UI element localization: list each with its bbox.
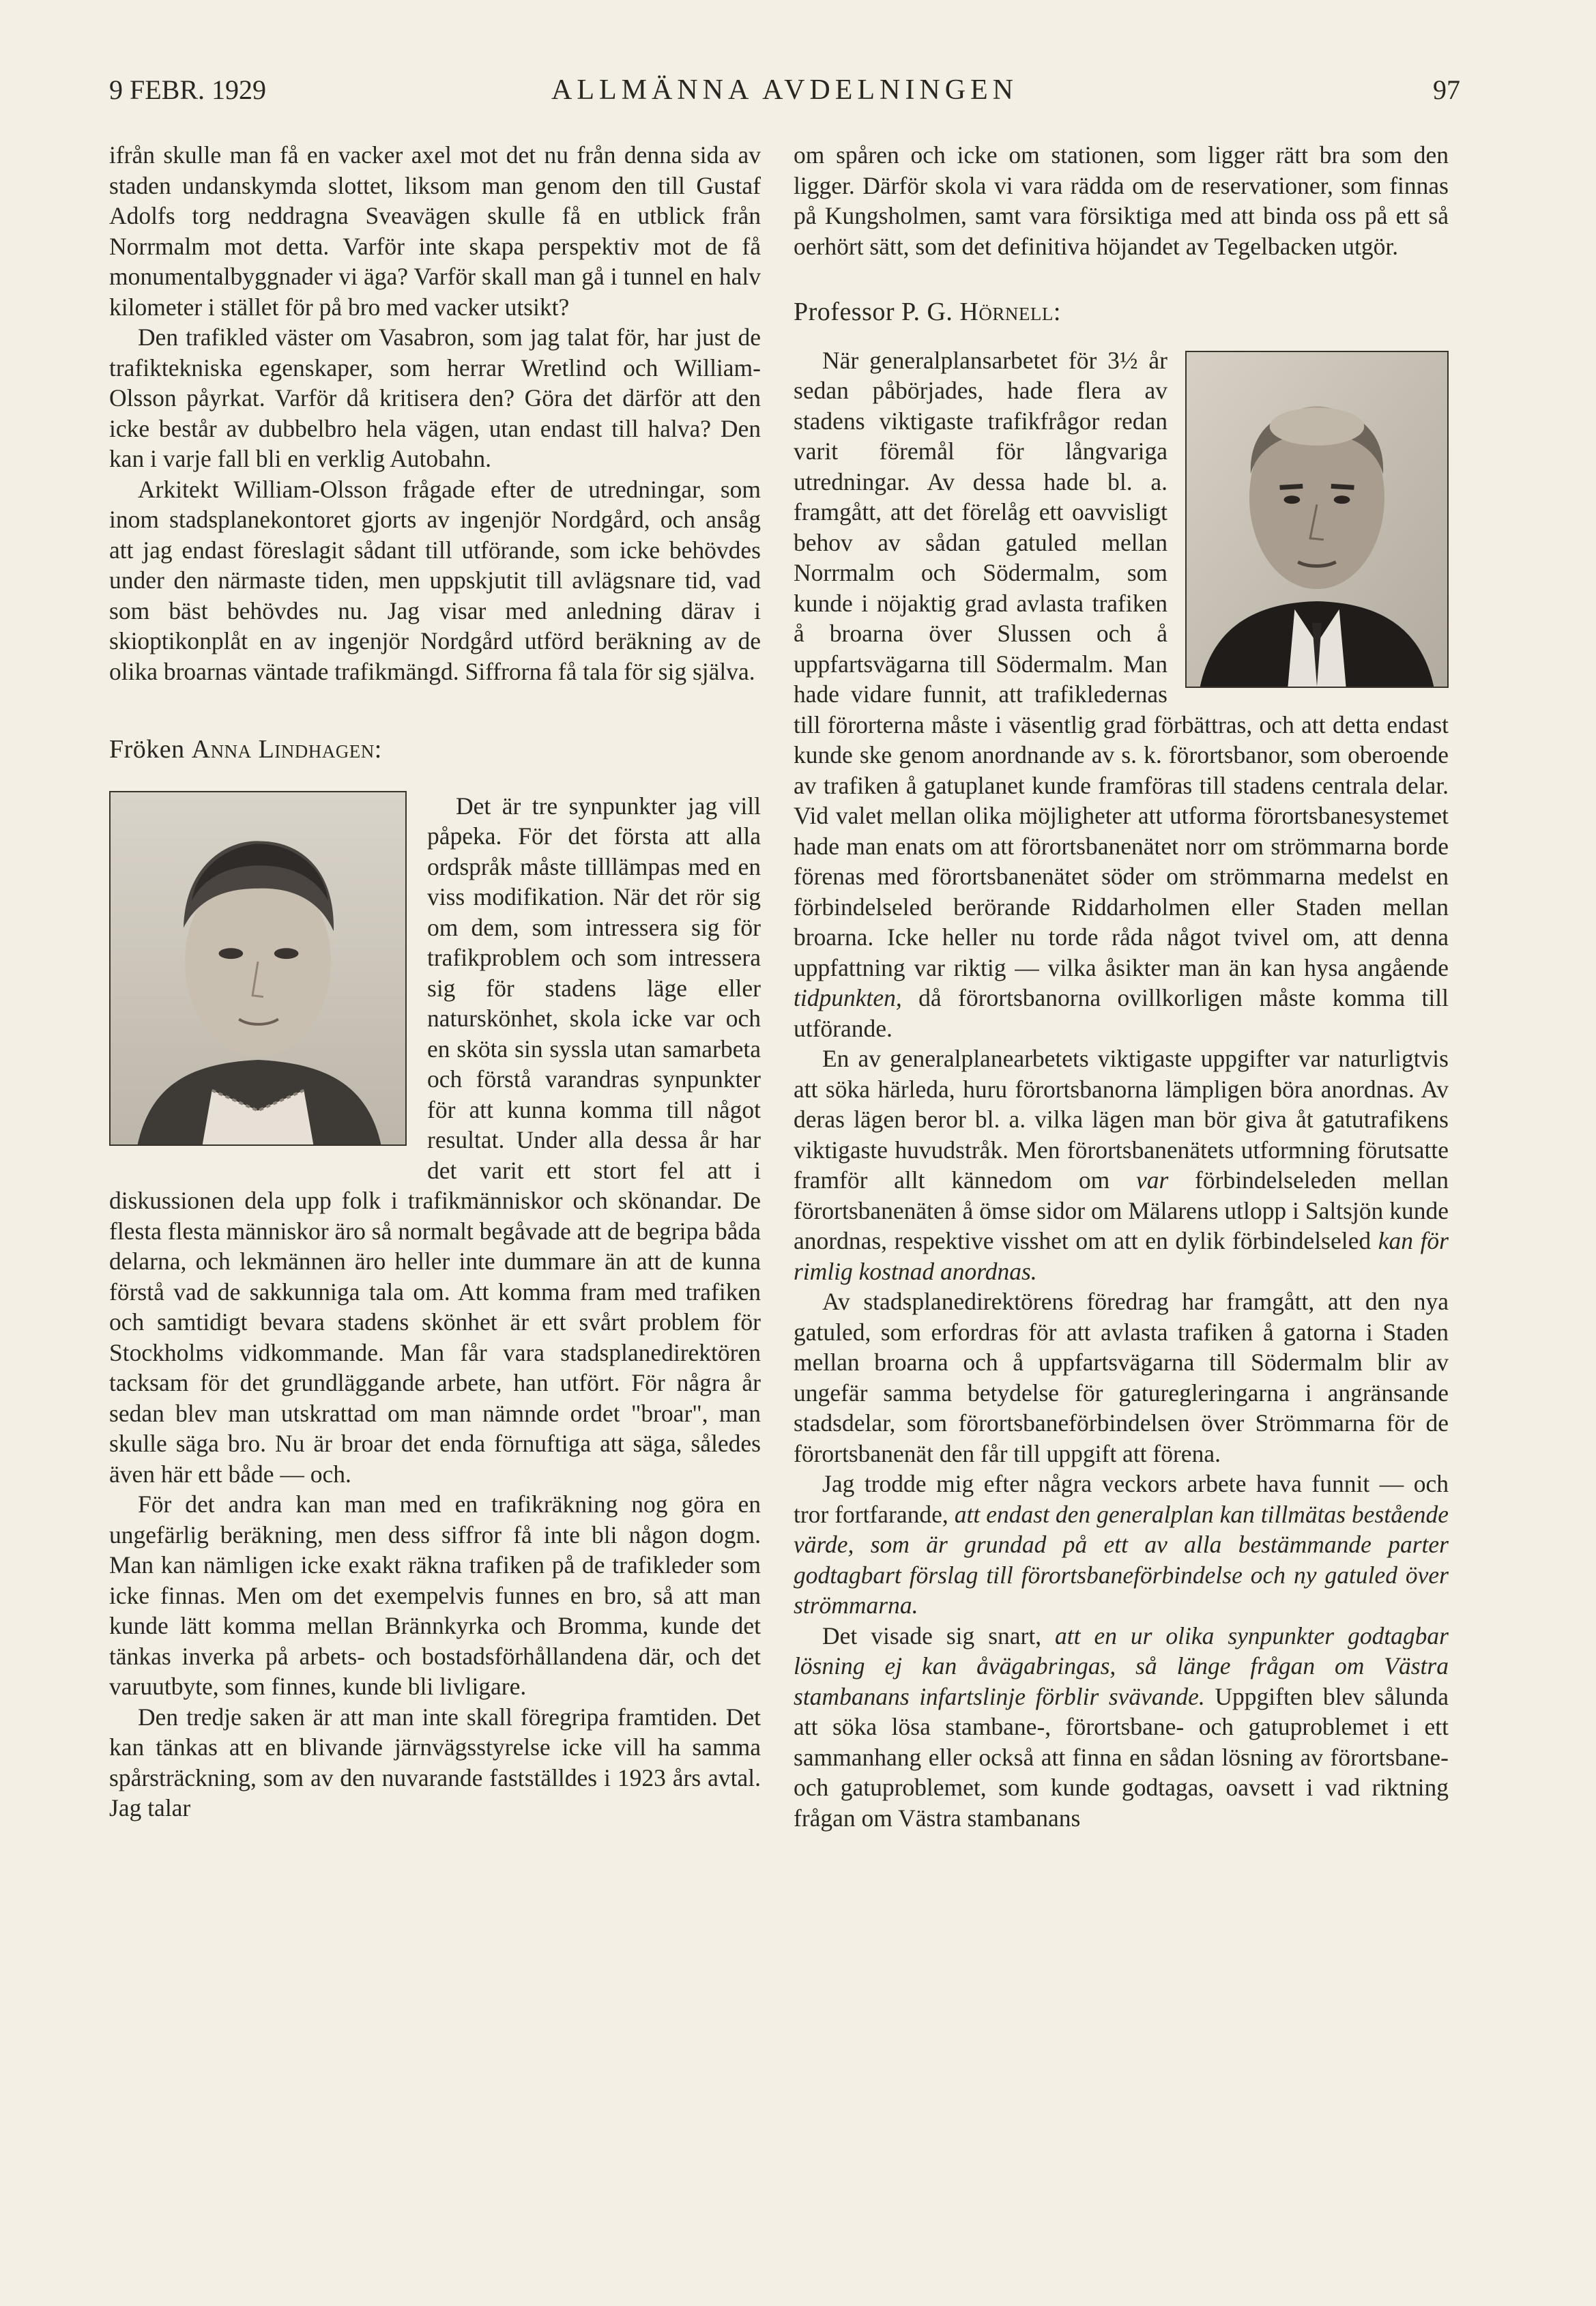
paragraph: När generalplansarbetet för 3½ år sedan påbörjades, hade flera av stadens viktigaste trafikfrågor redan varit föremål för långvariga utredningar. Av dessa hade bl. a. framgått, att det förelåg ett oavvisligt behov av sådan gatuled mellan Norrmalm och Södermalm, som kunde i nöjaktig grad avlasta trafiken å broarna över Slussen och å uppfartsvägarna till Södermalm. Man hade vidare funnit, att trafikledernas till förorterna måste i väsentlig grad förbättras, och att detta endast kunde ske genom anordnande av s. k. förortsbanor, som oberoende av trafiken å gatuplanet kunde framföras till stadens centrala delar. Vid valet mellan olika möjligheter att utforma förortsbanesystemet hade man enats om att förortsbanenätet norr om strömmarna borde förenas med förortsbanenätet söder om strömmarna medelst en förbindelseled berörande Riddarholmen eller Staden mellan broarna. Icke heller nu torde råda något tvivel om, att denna uppfattning var riktig — vilka åsikter man än kan hysa angående tidpunkten, då förortsbanorna ovillkorligen måste komma till utförande.: [794, 346, 1449, 1042]
paragraph: Jag trodde mig efter några veckors arbete hava funnit — och tror fortfarande, att endast den generalplan kan tillmätas bestående värde, som är grundad på ett av alla bestämmande parter godtagbart förslag till förortsbaneförbindelse och ny gatuled över strömmarna.: [794, 1470, 1449, 1619]
header-date: 9 FEBR. 1929: [109, 74, 267, 105]
paragraph: Av stadsplanedirektörens föredrag har framgått, att den nya gatuled, som erfordras för att avlasta trafiken å gatorna i Staden mellan broarna och å uppfartsvägarna till Södermalm blir av ungefär samma betydelse för gaturegleringarna i angränsande stadsdelar, som förortsbaneförbindelsen över Strömmarna för de förortsbanenät den får till uppgift att förena.: [794, 1288, 1449, 1467]
speaker-heading-hornell: [794, 297, 1449, 328]
left-column: [109, 140, 761, 1824]
header-section-title: ALLMÄNNA AVDELNINGEN: [551, 74, 1019, 106]
paragraph: om spåren och icke om stationen, som ligger rätt bra som den ligger. Därför skola vi vara rädda om de reservationer, som finnas på Kungsholmen, samt vara försiktiga med att binda oss på ett så oerhört sätt, som det definitiva höjandet av Tegelbacken utgör.: [794, 141, 1449, 260]
speaker-title: Professor P. G.: [794, 298, 960, 326]
speaker-name: Anna Lindhagen:: [191, 735, 382, 764]
page-header: [109, 74, 1460, 115]
header-page-number: 97: [1433, 74, 1460, 105]
paragraph: ifrån skulle man få en vacker axel mot det nu från denna sida av staden undanskymda slottet, liksom man genom den till Gustaf Adolfs torg neddragna Sveavägen skulle få en utblick från Norrmalm mot detta. Varför inte skapa perspektiv mot de få monumentalbyggnader vi äga? Varför skall man gå i tunnel en halv kilometer i stället för på bro med vacker utsikt?: [109, 141, 761, 321]
paragraph: För det andra kan man med en trafikräkning nog göra en ungefärlig beräkning, men dess siffror få inte bli någon dogm. Man kan nämligen icke exakt räkna trafiken på de trafikleder som icke finnas. Men om det exempelvis funnes en bro, så att man kunde lätt komma mellan Brännkyrka och Bromma, kunde det tänkas inverka på arbets- och bostadsförhållandena där, och det varuutbyte, som finnes, kunde bli livligare.: [109, 1490, 761, 1700]
portrait-photo-man: [1185, 351, 1449, 688]
portrait-photo-woman: [109, 791, 407, 1146]
paragraph: Arkitekt William-Olsson frågade efter de utredningar, som inom stadsplanekontoret gjorts av ingenjör Nordgård, och ansåg att jag endast föreslagit sådant till utförande, som icke behövdes under den närmaste tiden, men uppskjutit till avlägsnare tid, vad som bäst behövdes nu. Jag visar med anledning därav i skioptikonplåt en av ingenjör Nordgård utförd beräkning av de olika broarnas väntade trafikmängd. Siffrorna få tala för sig själva.: [109, 475, 761, 685]
paragraph: Den tredje saken är att man inte skall föregripa framtiden. Det kan tänkas att en blivande järnvägsstyrelse icke vill ha samma spårsträckning, som av den nuvarande fastställdes i 1923 års avtal. Jag talar: [109, 1703, 761, 1821]
paragraph: Det visade sig snart, att en ur olika synpunkter godtagbar lösning ej kan åvägabringas, så länge frågan om Västra stambanans infartslinje förblir svävande. Uppgiften blev sålunda att söka lösa stambane-, förortsbane- och gatuproblemet i ett sammanhang eller också att finna en sådan lösning av förortsbane- och gatuproblemet, som kunde godtagas, oavsett i vad riktning frågan om Västra stambanans: [794, 1622, 1449, 1832]
paragraph: Det är tre synpunkter jag vill påpeka. För det första att alla ordspråk måste tilllämpas med en viss modifikation. När det rör sig om dem, som intressera sig för trafikproblem och som intressera sig för stadens läge eller naturskönhet, skola icke var och en sköta sin syssla utan samarbeta och förstå varandras synpunkter för att kunna komma till något resultat. Under alla dessa år har det varit ett stort fel att i diskussionen dela upp folk i trafikmänniskor och skönandar. De flesta flesta människor äro så normalt begåvade att de begripa båda delarna, och lekmännen äro heller inte dummare än att de kunna förstå vad de sakkunniga tala om. Att komma fram med trafiken och samtidigt bevara stadens skönhet är ett svårt problem för Stockholms vidkommande. Man får vara stadsplanedirektören tacksam för det grundläggande arbete, han utfört. För några år sedan blev man utskrattad om man nämnde ordet "broar", man skulle säga bro. Nu är broar det enda förnuftiga att säga, således även här ett både — och.: [109, 792, 761, 1488]
speaker-heading-lindhagen: [109, 734, 761, 765]
speaker-name: Hörnell:: [959, 298, 1061, 326]
right-column: [794, 140, 1449, 1833]
paragraph: En av generalplanearbetets viktigaste uppgifter var naturligtvis att söka härleda, huru förortsbanorna lämpligen böra anordnas. Av deras lägen beror bl. a. vilka lägen man bör giva åt gatutrafikens viktigaste huvudstråk. Men förortsbanenätets utformning förutsatte framför allt kännedom om var förbindelseleden mellan förortsbanenäten å ömse sidor om Mälarens utlopp i Saltsjön kunde anordnas, respektive visshet om att en dylik förbindelseled kan för rimlig kostnad anordnas.: [794, 1045, 1449, 1285]
paragraph: Den trafikled väster om Vasabron, som jag talat för, har just de trafiktekniska egenskaper, som herrar Wretlind och William-Olsson påyrkat. Varför då kritisera den? Göra det därför att den icke består av dubbelbro hela vägen, utan endast till halva? Den kan i varje fall bli en verklig Autobahn.: [109, 323, 761, 472]
speaker-title: Fröken: [109, 735, 192, 764]
